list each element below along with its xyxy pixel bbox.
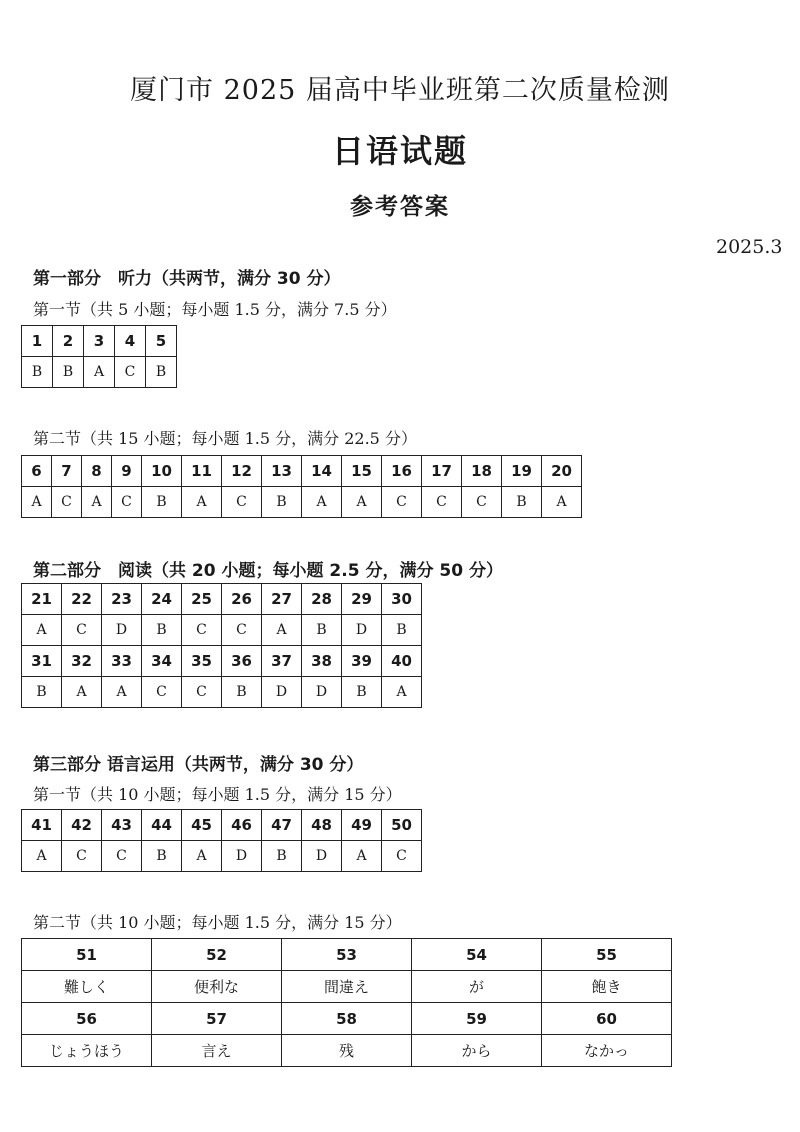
question-number: 15 xyxy=(342,456,382,487)
question-number: 32 xyxy=(62,646,102,677)
question-number: 42 xyxy=(62,810,102,841)
number-row xyxy=(22,456,582,487)
answer-cell: D xyxy=(342,615,382,646)
answer-cell: C xyxy=(382,487,422,518)
part1-heading: 第一部分 听力（共两节，满分 30 分） xyxy=(33,269,341,289)
question-number: 48 xyxy=(302,810,342,841)
question-number: 46 xyxy=(222,810,262,841)
answer-cell: B xyxy=(342,677,382,708)
number-row xyxy=(22,646,422,677)
question-number: 14 xyxy=(302,456,342,487)
answer-cell: B xyxy=(22,677,62,708)
question-number: 27 xyxy=(262,584,302,615)
answer-cell: B xyxy=(262,487,302,518)
part1-section1-label: 第一节（共 5 小题；每小题 1.5 分，满分 7.5 分） xyxy=(33,300,397,319)
answer-cell: C xyxy=(142,677,182,708)
question-number: 44 xyxy=(142,810,182,841)
answer-cell: C xyxy=(382,841,422,872)
part3-section2-label: 第二节（共 10 小题；每小题 1.5 分，满分 15 分） xyxy=(33,913,402,932)
number-row xyxy=(22,810,422,841)
answer-cell: C xyxy=(182,677,222,708)
question-number: 52 xyxy=(152,939,282,971)
answer-cell: C xyxy=(112,487,142,518)
answer-cell: B xyxy=(142,841,182,872)
answer-cell: A xyxy=(62,677,102,708)
answer-key-title: 参考答案 xyxy=(350,194,450,220)
answer-cell: 飽き xyxy=(542,971,672,1003)
question-number: 54 xyxy=(412,939,542,971)
question-number: 55 xyxy=(542,939,672,971)
answer-cell: B xyxy=(22,357,53,388)
question-number: 43 xyxy=(102,810,142,841)
answer-cell: C xyxy=(462,487,502,518)
answer-row xyxy=(22,1035,672,1067)
answer-row xyxy=(22,357,177,388)
answer-cell: C xyxy=(62,615,102,646)
question-number: 11 xyxy=(182,456,222,487)
answer-cell: B xyxy=(142,615,182,646)
question-number: 5 xyxy=(146,326,177,357)
subject-title: 日语试题 xyxy=(331,132,468,170)
question-number: 28 xyxy=(302,584,342,615)
question-number: 56 xyxy=(22,1003,152,1035)
answer-cell: B xyxy=(262,841,302,872)
answer-cell: B xyxy=(302,615,342,646)
answer-cell: A xyxy=(22,487,52,518)
question-number: 20 xyxy=(542,456,582,487)
answer-cell: B xyxy=(502,487,542,518)
answer-cell: B xyxy=(142,487,182,518)
question-number: 16 xyxy=(382,456,422,487)
answer-cell: D xyxy=(262,677,302,708)
number-row xyxy=(22,1003,672,1035)
answer-cell: C xyxy=(222,615,262,646)
answer-table-part1-section1 xyxy=(21,325,177,388)
part3-section1-label: 第一节（共 10 小题；每小题 1.5 分，满分 15 分） xyxy=(33,785,402,804)
question-number: 17 xyxy=(422,456,462,487)
question-number: 59 xyxy=(412,1003,542,1035)
number-row xyxy=(22,939,672,971)
answer-row xyxy=(22,677,422,708)
question-number: 12 xyxy=(222,456,262,487)
answer-cell: A xyxy=(84,357,115,388)
exam-date: 2025.3 xyxy=(716,236,783,258)
answer-cell: A xyxy=(182,487,222,518)
answer-cell: C xyxy=(222,487,262,518)
question-number: 31 xyxy=(22,646,62,677)
question-number: 30 xyxy=(382,584,422,615)
question-number: 24 xyxy=(142,584,182,615)
answer-cell: B xyxy=(53,357,84,388)
question-number: 53 xyxy=(282,939,412,971)
answer-cell: C xyxy=(115,357,146,388)
answer-cell: C xyxy=(422,487,462,518)
question-number: 13 xyxy=(262,456,302,487)
answer-cell: A xyxy=(342,487,382,518)
answer-row xyxy=(22,841,422,872)
question-number: 23 xyxy=(102,584,142,615)
question-number: 45 xyxy=(182,810,222,841)
answer-cell: A xyxy=(22,615,62,646)
question-number: 57 xyxy=(152,1003,282,1035)
question-number: 3 xyxy=(84,326,115,357)
question-number: 4 xyxy=(115,326,146,357)
question-number: 7 xyxy=(52,456,82,487)
question-number: 18 xyxy=(462,456,502,487)
answer-table-part3-section2 xyxy=(21,938,672,1067)
answer-cell: A xyxy=(382,677,422,708)
question-number: 6 xyxy=(22,456,52,487)
answer-cell: B xyxy=(222,677,262,708)
answer-cell: A xyxy=(342,841,382,872)
answer-table-part1-section2 xyxy=(21,455,582,518)
answer-cell: A xyxy=(182,841,222,872)
answer-cell: 残 xyxy=(282,1035,412,1067)
answer-cell: 言え xyxy=(152,1035,282,1067)
answer-cell: B xyxy=(382,615,422,646)
part2-heading: 第二部分 阅读（共 20 小题；每小题 2.5 分，满分 50 分） xyxy=(33,561,503,581)
question-number: 25 xyxy=(182,584,222,615)
question-number: 58 xyxy=(282,1003,412,1035)
answer-cell: D xyxy=(102,615,142,646)
answer-cell: A xyxy=(22,841,62,872)
answer-row xyxy=(22,971,672,1003)
answer-cell: C xyxy=(102,841,142,872)
question-number: 1 xyxy=(22,326,53,357)
question-number: 9 xyxy=(112,456,142,487)
answer-cell: C xyxy=(182,615,222,646)
question-number: 33 xyxy=(102,646,142,677)
question-number: 29 xyxy=(342,584,382,615)
answer-cell: A xyxy=(102,677,142,708)
answer-cell: から xyxy=(412,1035,542,1067)
part1-section2-label: 第二节（共 15 小题；每小题 1.5 分，满分 22.5 分） xyxy=(33,429,417,448)
part3-heading: 第三部分 语言运用（共两节，满分 30 分） xyxy=(33,755,364,775)
question-number: 36 xyxy=(222,646,262,677)
answer-cell: 難しく xyxy=(22,971,152,1003)
answer-cell: A xyxy=(262,615,302,646)
answer-row xyxy=(22,615,422,646)
answer-cell: 間違え xyxy=(282,971,412,1003)
question-number: 2 xyxy=(53,326,84,357)
exam-title: 厦门市 2025 届高中毕业班第二次质量检测 xyxy=(130,75,670,106)
question-number: 19 xyxy=(502,456,542,487)
question-number: 34 xyxy=(142,646,182,677)
answer-cell: A xyxy=(302,487,342,518)
answer-cell: D xyxy=(302,677,342,708)
question-number: 22 xyxy=(62,584,102,615)
answer-cell: じょうほう xyxy=(22,1035,152,1067)
question-number: 49 xyxy=(342,810,382,841)
number-row xyxy=(22,326,177,357)
answer-cell: A xyxy=(542,487,582,518)
answer-cell: B xyxy=(146,357,177,388)
question-number: 38 xyxy=(302,646,342,677)
question-number: 50 xyxy=(382,810,422,841)
answer-row xyxy=(22,487,582,518)
number-row xyxy=(22,584,422,615)
question-number: 40 xyxy=(382,646,422,677)
answer-cell: C xyxy=(52,487,82,518)
question-number: 51 xyxy=(22,939,152,971)
answer-cell: C xyxy=(62,841,102,872)
question-number: 10 xyxy=(142,456,182,487)
question-number: 60 xyxy=(542,1003,672,1035)
answer-table-part2 xyxy=(21,583,422,708)
question-number: 37 xyxy=(262,646,302,677)
question-number: 8 xyxy=(82,456,112,487)
question-number: 39 xyxy=(342,646,382,677)
answer-cell: が xyxy=(412,971,542,1003)
answer-cell: D xyxy=(222,841,262,872)
question-number: 41 xyxy=(22,810,62,841)
answer-cell: 便利な xyxy=(152,971,282,1003)
answer-cell: D xyxy=(302,841,342,872)
question-number: 35 xyxy=(182,646,222,677)
answer-cell: A xyxy=(82,487,112,518)
question-number: 47 xyxy=(262,810,302,841)
answer-cell: なかっ xyxy=(542,1035,672,1067)
answer-table-part3-section1 xyxy=(21,809,422,872)
question-number: 26 xyxy=(222,584,262,615)
question-number: 21 xyxy=(22,584,62,615)
